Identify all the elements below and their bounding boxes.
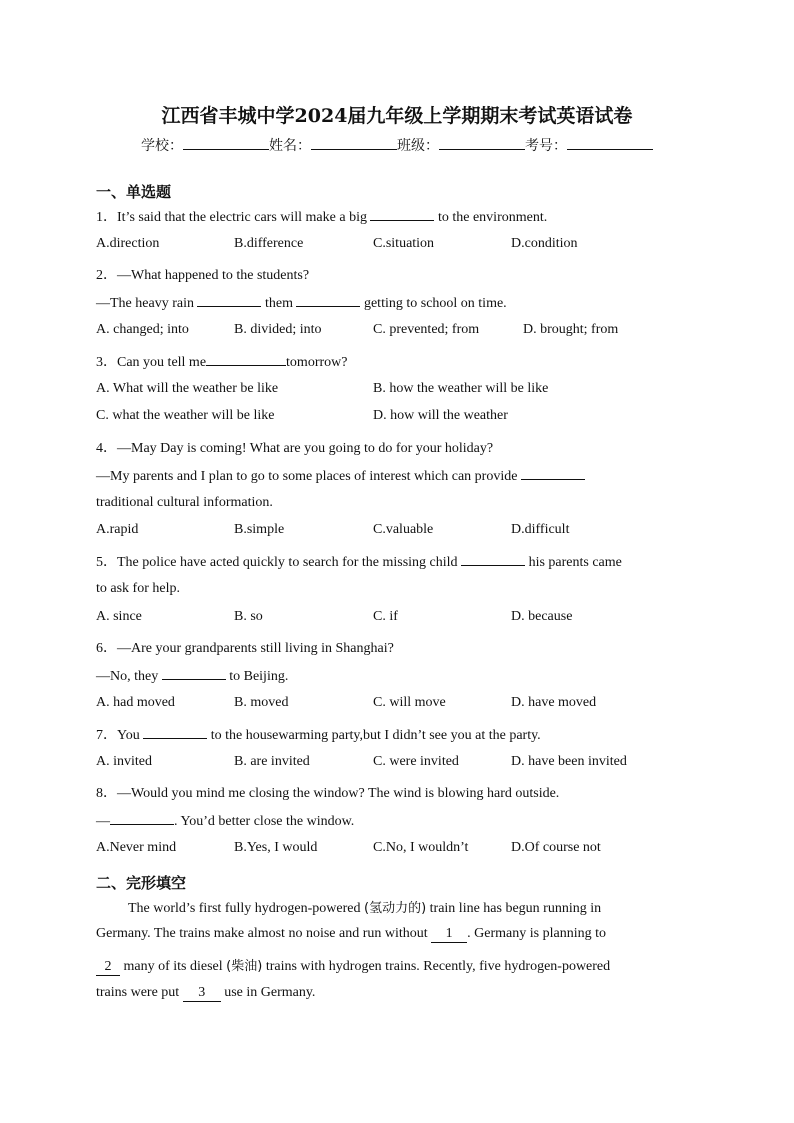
question-6: 6．—Are your grandparents still living in Shanghai? [96,641,394,656]
cloze-text: trains were put [96,985,183,1000]
q3-option-c[interactable]: C. what the weather will be like [96,408,275,423]
q5-blank [461,553,525,566]
q1-text-end: to the environment. [434,210,548,225]
q5-option-b[interactable]: B. so [234,609,263,624]
question-6-line2 [96,667,288,685]
q7-text: 7．You [96,728,144,743]
q5-option-d[interactable]: D. because [511,609,573,624]
q7-option-b[interactable]: B. are invited [234,754,310,769]
cloze-blank-3: 3 [183,985,221,1002]
q3-text-end: tomorrow? [286,355,348,370]
q8-option-d[interactable]: D.Of course not [511,840,601,855]
q4-text: —My parents and I plan to go to some places of interest which can provide [96,469,521,484]
cloze-blank-2: 2 [96,959,120,976]
q6-option-a[interactable]: A. had moved [96,695,175,710]
question-5-line2: to ask for help. [96,581,180,596]
cloze-text: . Germany is planning to [467,926,606,941]
q3-text: 3．Can you tell me [96,355,207,370]
question-3 [96,351,347,371]
question-4-line3: traditional cultural information. [96,495,273,510]
page-title: 江西省丰城中学2024届九年级上学期期末考试英语试卷 [161,105,633,127]
section-heading-cloze: 二、完形填空 [96,874,187,892]
cloze-text: Germany. The trains make almost no noise and run without [96,926,432,941]
school-blank[interactable] [183,137,269,150]
q6-option-d[interactable]: D. have moved [511,695,597,710]
cloze-line-3 [96,955,610,976]
q3-option-a[interactable]: A. What will the weather be like [96,381,279,396]
question-7 [96,724,541,744]
cloze-gloss: (柴油) [226,959,263,974]
q2-blank-1 [197,294,261,307]
q7-option-d[interactable]: D. have been invited [511,754,627,769]
q7-text-end: to the housewarming party,but I didn’t see you at the party. [207,728,541,743]
q2-option-d[interactable]: D. brought; from [523,322,619,337]
question-8-line2 [96,812,354,830]
q6-option-b[interactable]: B. moved [234,695,289,710]
q1-option-c[interactable]: C.situation [373,236,435,251]
q1-option-d[interactable]: D.condition [511,236,578,251]
cloze-blank-1: 1 [431,926,467,943]
question-2: 2．—What happened to the students? [96,268,310,283]
class-label: 班级： [397,138,439,154]
q8-text-end: . You’d better close the window. [174,814,355,829]
q2-text-mid: them [261,296,297,311]
q1-option-b[interactable]: B.difference [234,236,304,251]
q5-option-a[interactable]: A. since [96,609,142,624]
q7-option-c[interactable]: C. were invited [373,754,459,769]
q6-option-c[interactable]: C. will move [373,695,446,710]
student-info-row [0,135,794,155]
question-5 [96,551,622,571]
q6-text-end: to Beijing. [225,669,289,684]
q6-blank [162,667,226,680]
q3-option-d[interactable]: D. how will the weather [373,408,508,423]
school-label: 学校： [141,138,183,154]
q5-text: 5．The police have acted quickly to search for the missing child [96,555,462,570]
q2-blank-2 [296,294,360,307]
q8-option-c[interactable]: C.No, I wouldn’t [373,840,469,855]
q2-option-a[interactable]: A. changed; into [96,322,189,337]
question-4: 4．—May Day is coming! What are you going to do for your holiday? [96,441,494,456]
q8-option-a[interactable]: A.Never mind [96,840,177,855]
q3-blank [206,353,286,366]
q2-text: —The heavy rain [96,296,198,311]
question-2-line2 [96,294,507,312]
question-1 [96,206,547,226]
cloze-line-1 [128,897,601,917]
q5-option-c[interactable]: C. if [373,609,398,624]
q4-option-c[interactable]: C.valuable [373,522,434,537]
q1-text: 1．It’s said that the electric cars will make a big [96,210,371,225]
q6-text: —No, they [96,669,162,684]
q4-option-d[interactable]: D.difficult [511,522,570,537]
q7-option-a[interactable]: A. invited [96,754,152,769]
q1-blank [370,208,434,221]
q4-option-b[interactable]: B.simple [234,522,285,537]
q4-option-a[interactable]: A.rapid [96,522,139,537]
question-8: 8．—Would you mind me closing the window? The wind is blowing hard outside. [96,786,560,801]
cloze-text: many of its diesel [120,959,227,974]
section-heading-single-choice: 一、单选题 [96,183,172,201]
cloze-gloss: (氢动力的) [364,901,427,916]
q2-text-end: getting to school on time. [360,296,507,311]
question-4-line2 [96,467,585,485]
q7-blank [143,726,207,739]
q5-text-end: his parents came [525,555,622,570]
name-label: 姓名： [269,138,311,154]
cloze-text: train line has begun running in [426,901,602,916]
cloze-text: trains with hydrogen trains. Recently, five hydrogen-powered [262,959,611,974]
q2-option-b[interactable]: B. divided; into [234,322,322,337]
q4-blank [521,467,585,480]
class-blank[interactable] [439,137,525,150]
cloze-line-2 [96,926,606,943]
number-label: 考号： [525,138,567,154]
q2-option-c[interactable]: C. prevented; from [373,322,480,337]
q8-text: — [96,814,110,829]
q1-option-a[interactable]: A.direction [96,236,160,251]
cloze-text: use in Germany. [220,985,316,1000]
q3-option-b[interactable]: B. how the weather will be like [373,381,549,396]
cloze-text: The world’s first fully hydrogen-powered [128,901,364,916]
name-blank[interactable] [311,137,397,150]
cloze-line-4 [96,985,315,1002]
q8-option-b[interactable]: B.Yes, I would [234,840,318,855]
q8-blank [110,812,174,825]
number-blank[interactable] [567,137,653,150]
